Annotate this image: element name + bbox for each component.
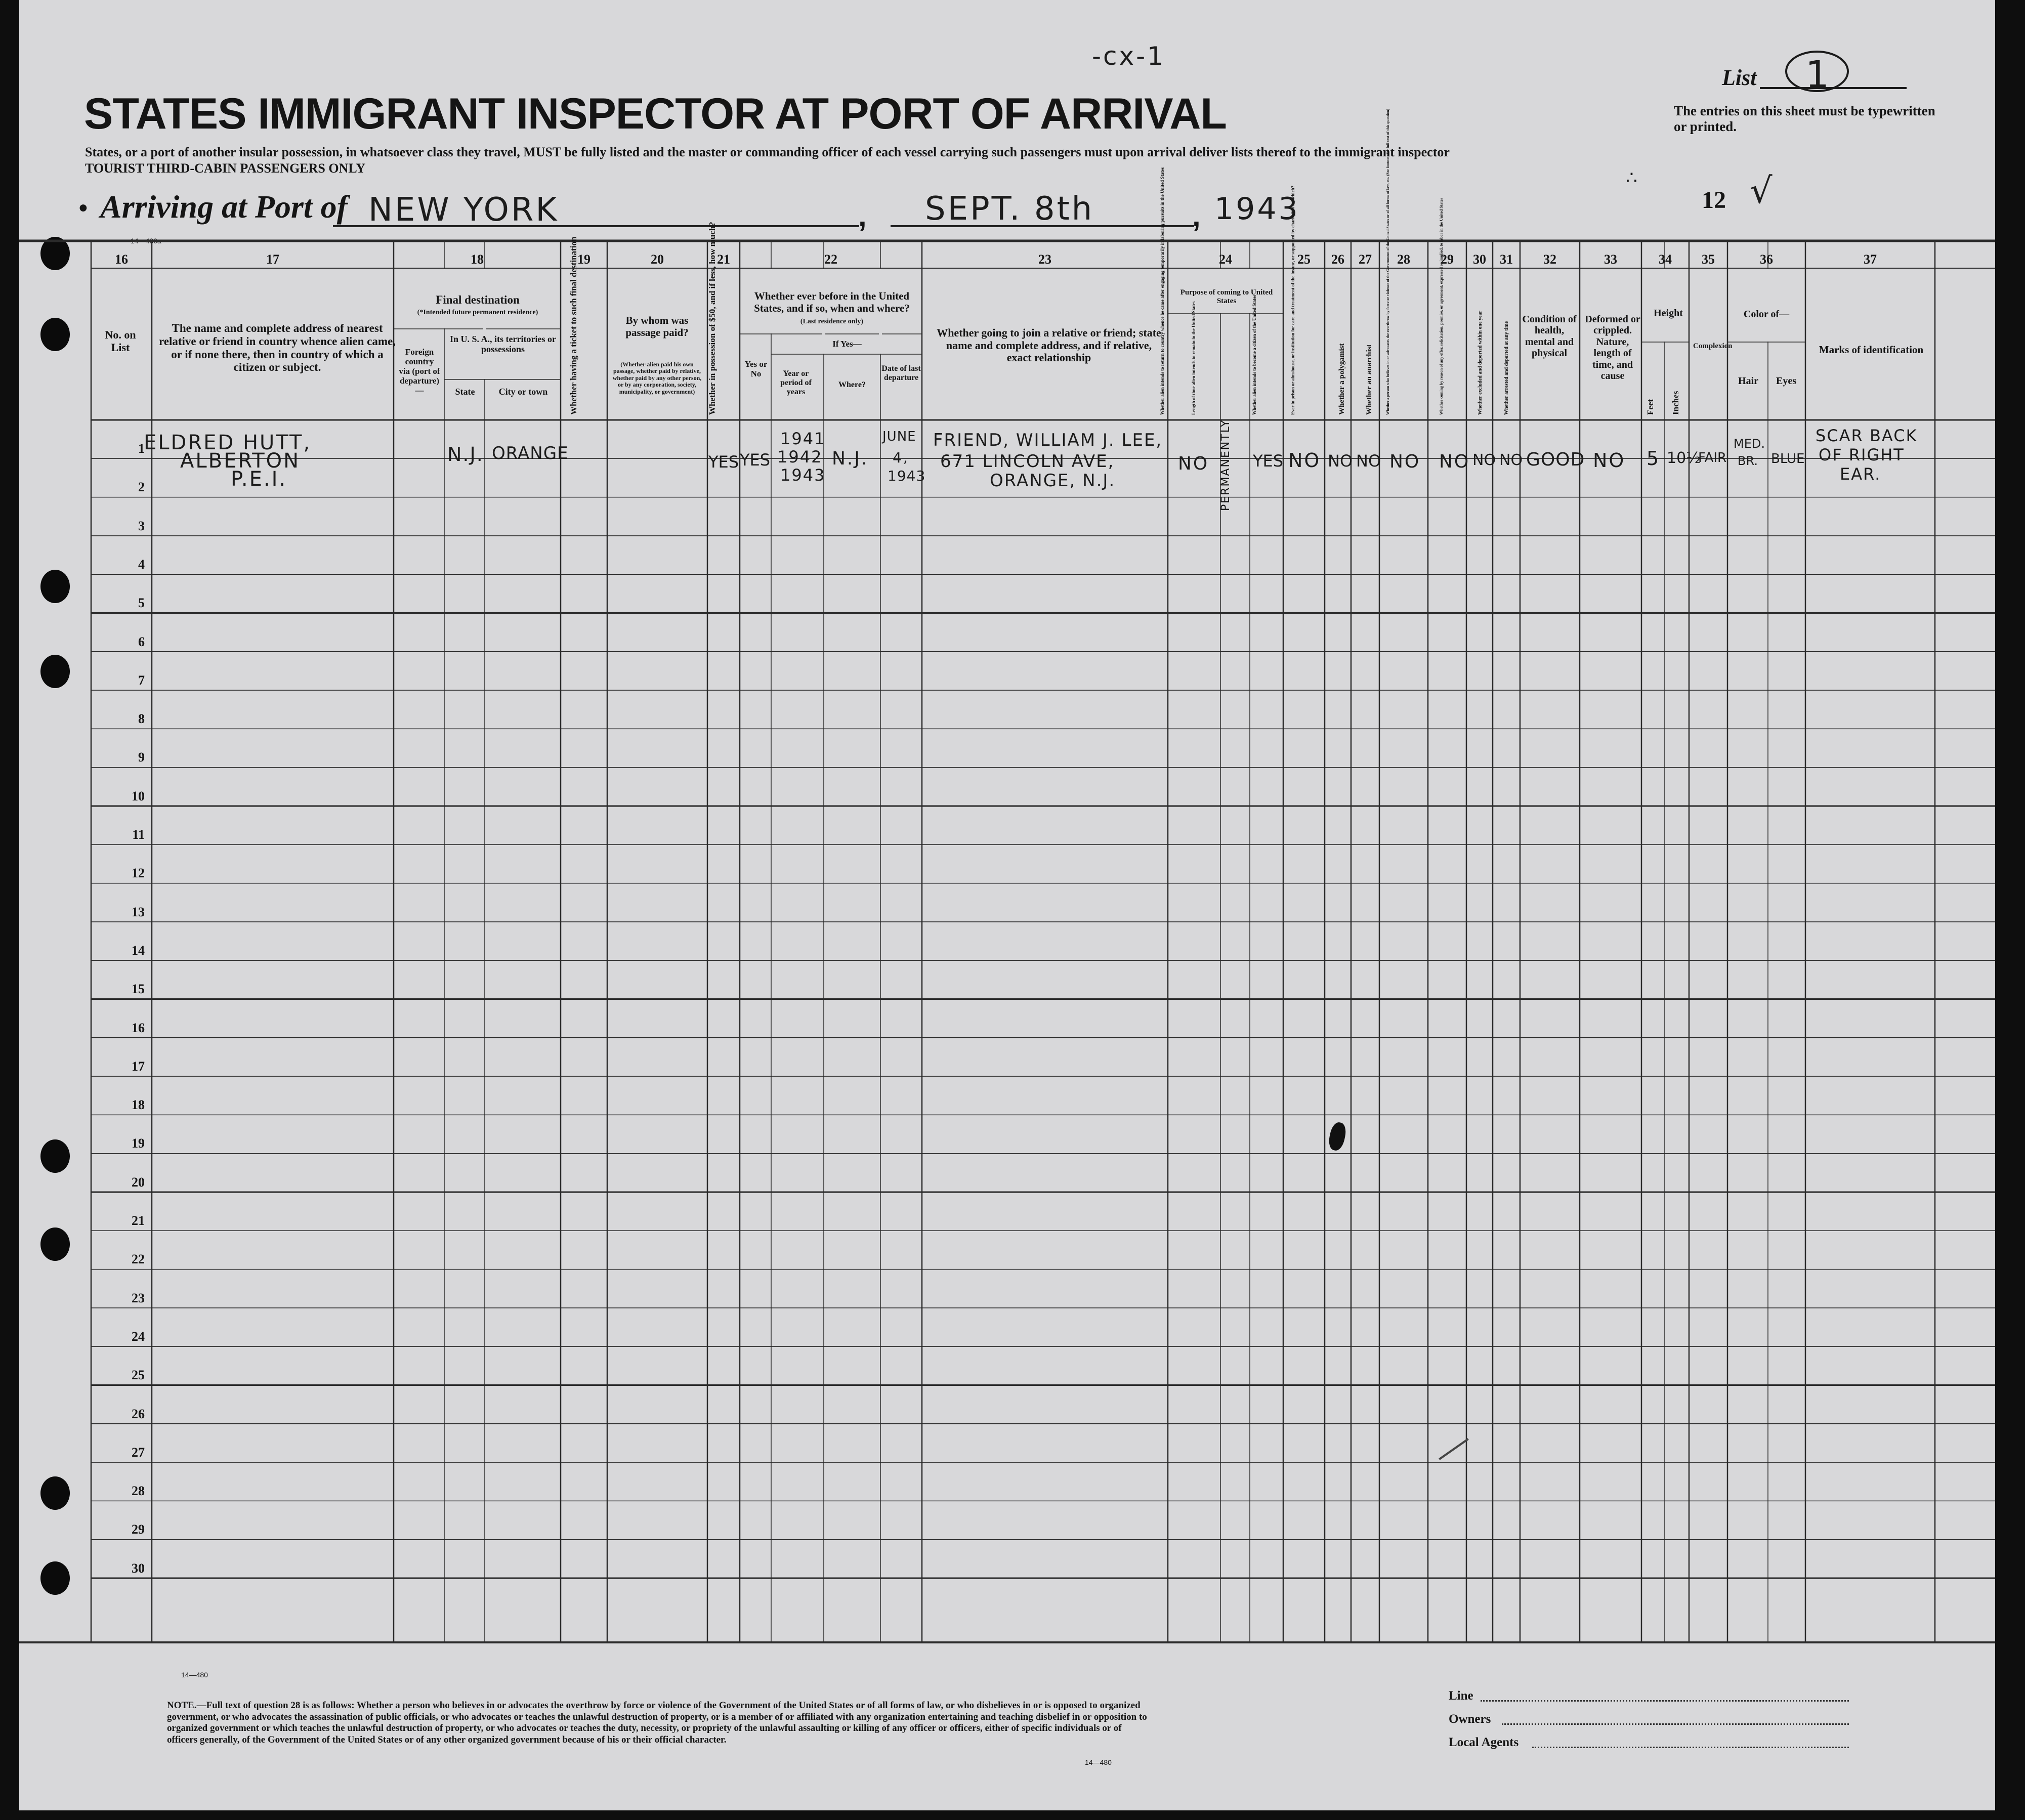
- owners-dotted: [1502, 1723, 1849, 1725]
- header-citizen-intent: Whether alien intends to become a citizen of the United States: [1252, 294, 1257, 415]
- entry-departure-year: 1943: [888, 468, 926, 484]
- header-state: State: [455, 387, 475, 397]
- header-before-in-us-note: (Last residence only): [800, 318, 864, 325]
- entry-year-3: 1943: [780, 465, 826, 485]
- header-marks: Marks of identification: [1819, 344, 1924, 356]
- column-number: 36: [1760, 252, 1773, 267]
- column-number: 25: [1297, 252, 1311, 267]
- header-length-of-stay: Length of time alien intends to remain in the United States: [1191, 301, 1196, 415]
- row-number: 8: [138, 711, 145, 727]
- column-number: 22: [824, 252, 837, 267]
- header-purpose: Purpose of coming to United States: [1180, 288, 1273, 305]
- header-merge-mask: [1663, 269, 1666, 342]
- entry-anarchist: NO: [1356, 451, 1381, 471]
- column-number: 34: [1659, 252, 1672, 267]
- header-fifty-dollars: Whether in possession of $50, and if less, how much?: [707, 222, 717, 415]
- row-number: 1: [138, 441, 145, 456]
- header-polygamist: Whether a polygamist: [1338, 343, 1346, 415]
- header-merge-mask: [1766, 269, 1769, 342]
- row-number: 21: [132, 1213, 145, 1228]
- entry-prison: NO: [1288, 449, 1321, 472]
- row-number: 19: [132, 1136, 145, 1151]
- list-label: List: [1722, 65, 1757, 90]
- column-number: 31: [1500, 252, 1513, 267]
- entry-labor-offer: NO: [1439, 451, 1470, 472]
- entry-before-yes-no: YES: [740, 450, 771, 470]
- agents-dotted: [1532, 1747, 1849, 1748]
- form-subtitle: States, or a port of another insular possession, in whatsoever class they travel, MUST be fully listed and the master or commanding officer of each vessel carrying such passengers must upon arrival deliver lists thereof to the immigrant inspector: [85, 145, 1450, 159]
- header-excluded: Whether excluded and deported within one year: [1478, 311, 1483, 415]
- header-hair: Hair: [1738, 375, 1758, 387]
- row-number: 17: [132, 1059, 145, 1074]
- header-joining: Whether going to join a relative or friend; state name and complete address, and if relative, exact relationship: [937, 326, 1161, 364]
- row-number: 25: [132, 1368, 145, 1383]
- manifest-grid: [19, 0, 1995, 1810]
- entry-name: ELDRED HUTT,: [144, 431, 312, 454]
- column-number: 28: [1397, 252, 1410, 267]
- row-number: 4: [138, 557, 145, 572]
- local-agents-label: Local Agents: [1449, 1736, 1519, 1749]
- arrival-date: SEPT. 8th: [925, 190, 1094, 228]
- row-number: 7: [138, 672, 145, 688]
- form-code-note: 14—480: [1085, 1758, 1112, 1766]
- header-final-destination-note: (*Intended future permanent residence): [417, 309, 538, 316]
- column-number: 21: [717, 252, 730, 267]
- comma: ,: [858, 199, 867, 233]
- column-number: 35: [1702, 252, 1715, 267]
- header-year-period: Year or period of years: [780, 369, 812, 396]
- header-date-departure: Date of last departure: [881, 364, 921, 382]
- row-number: 29: [132, 1522, 145, 1537]
- header-inches: Inches: [1671, 391, 1680, 415]
- entry-overthrow: NO: [1389, 451, 1421, 472]
- row-number: 15: [132, 982, 145, 997]
- entry-joining-city: ORANGE, N.J.: [990, 471, 1116, 491]
- manifest-sheet: [19, 0, 1995, 1810]
- header-merge-mask: [483, 269, 486, 379]
- column-number: 37: [1864, 252, 1877, 267]
- row-number: 14: [132, 943, 145, 958]
- column-number: 19: [577, 252, 590, 267]
- row-number: 23: [132, 1290, 145, 1305]
- entry-fifty-dollars: YES: [708, 452, 739, 472]
- header-feet: Feet: [1646, 399, 1655, 415]
- column-number: 29: [1441, 252, 1454, 267]
- row-number: 12: [132, 866, 145, 881]
- line-label: Line: [1449, 1689, 1473, 1703]
- header-relative-address: The name and complete address of nearest relative or friend in country whence alien came, or if none there, then in country of which a citizen or subject.: [158, 322, 396, 374]
- header-return-intent: Whether alien intends to return to country whence he came after engaging temporarily in laboring pursuits in the United States: [1160, 167, 1165, 415]
- entry-city: ORANGE: [492, 443, 569, 463]
- header-deformed: Deformed or crippled. Nature, length of time, and cause: [1585, 314, 1640, 382]
- arrival-port: NEW YORK: [368, 191, 559, 229]
- entry-polygamist: NO: [1328, 451, 1353, 471]
- row-number: 26: [132, 1406, 145, 1421]
- entry-departure-day: 4,: [893, 449, 909, 466]
- stray-dots: ∴: [1626, 167, 1637, 188]
- entry-year-1: 1941: [780, 429, 826, 448]
- header-in-usa: In U. S. A., its territories or possessions: [450, 334, 556, 355]
- entry-marks-1: SCAR BACK: [1816, 426, 1918, 445]
- header-passage-paid: By whom was passage paid?: [625, 314, 689, 338]
- row-number: 9: [138, 750, 145, 765]
- owners-label: Owners: [1449, 1712, 1491, 1726]
- check-mark: √: [1750, 170, 1775, 211]
- header-height: Height: [1654, 308, 1683, 319]
- row-number: 20: [132, 1174, 145, 1190]
- typewritten-instruction: The entries on this sheet must be typewritten or printed.: [1674, 103, 1935, 134]
- entry-joining-name: FRIEND, WILLIAM J. LEE,: [933, 430, 1163, 450]
- entry-where: N.J.: [832, 448, 869, 469]
- row-number: 27: [132, 1445, 145, 1460]
- entry-hair: MED. BR.: [1734, 437, 1765, 468]
- header-if-yes: If Yes—: [832, 339, 862, 349]
- row-number: 24: [132, 1329, 145, 1344]
- header-labor-offer: Whether coming by reason of any offer, solicitation, promise, or agreement, expressed or implied, to labor in the United States: [1439, 198, 1444, 415]
- header-passage-paid-note: (Whether alien paid his own passage, whether paid by relative, whether paid by any other person, or by any corporation, society, municipality, or government): [612, 361, 702, 395]
- form-title: STATES IMMIGRANT INSPECTOR AT PORT OF ARRIVAL: [84, 90, 1227, 138]
- header-ticket: Whether having a ticket to such final destination: [569, 236, 578, 415]
- column-number: 27: [1359, 252, 1372, 267]
- bullet-dot: •: [79, 195, 88, 222]
- entry-eyes: BLUE: [1771, 451, 1805, 467]
- row-number: 18: [132, 1097, 145, 1113]
- entry-departure-month: JUNE: [882, 429, 916, 444]
- header-before-in-us: Whether ever before in the United States, and if so, when and where?: [754, 290, 910, 314]
- column-number: 20: [651, 252, 664, 267]
- entry-citizen-intent: YES: [1253, 451, 1284, 471]
- entry-town: ALBERTON: [180, 449, 301, 473]
- row-number: 6: [138, 634, 145, 649]
- entry-marks-3: EAR.: [1840, 464, 1881, 484]
- row-number: 10: [132, 788, 145, 803]
- column-number: 30: [1473, 252, 1486, 267]
- header-eyes: Eyes: [1776, 375, 1796, 387]
- row-number: 5: [138, 596, 145, 611]
- header-prison: Ever in prison or almshouse, or institution for care and treatment of the insane, or supported by charity? If so, which?: [1290, 185, 1295, 415]
- form-code-bottom: 14—480: [181, 1671, 208, 1679]
- line-dotted: [1481, 1700, 1849, 1702]
- entry-marks-2: OF RIGHT: [1819, 445, 1905, 464]
- entry-inches: 10½: [1667, 449, 1701, 467]
- footnote-question-28: NOTE.—Full text of question 28 is as follows: Whether a person who believes in or advocates the overthrow by force or violence of the Government of the United States or of all forms of law, or who disbelieves in or is opposed to organized government, or who advocates the assassination of public officials, or who advocates or teaches the unlawful destruction of property, or is a member of or affiliated with any organization entertaining and teaching disbelief in or opposition to organized government or which teaches the unlawful destruction of property, or who advocates or teaches the duty, necessity, or propriety of the unlawful assaulting or killing of any officer or officers, either of specific individuals or of officers generally, of the Government of the United States or of any other organized government because of his or their official character.: [167, 1700, 1147, 1745]
- header-yes-no: Yes or No: [744, 359, 768, 379]
- entry-return-intent: NO: [1178, 453, 1209, 474]
- header-overthrow: Whether a person who believes in or advocates the overthrow by force or violence of the Government of the United States or of all forms of law, etc. (See footnote for full text of this question): [1385, 109, 1390, 415]
- entry-complexion: FAIR: [1698, 450, 1727, 465]
- entry-year-2: 1942: [777, 447, 823, 467]
- header-complexion: Complexion: [1693, 342, 1733, 350]
- entry-state: N.J.: [447, 443, 484, 465]
- header-deported: Whether arrested and deported at any time: [1504, 321, 1509, 415]
- column-number: 24: [1219, 252, 1232, 267]
- entry-length-of-stay: PERMANENTLY: [1219, 419, 1232, 511]
- header-no-on-list: No. on List: [105, 328, 136, 354]
- entry-feet: 5: [1647, 447, 1661, 470]
- row-number: 22: [132, 1252, 145, 1267]
- column-number: 17: [266, 252, 279, 267]
- entry-joining-street: 671 LINCOLN AVE,: [940, 451, 1115, 472]
- form-code: 14—480a: [131, 237, 161, 245]
- form-class-line: TOURIST THIRD-CABIN PASSENGERS ONLY: [85, 161, 366, 176]
- entry-deported: NO: [1499, 451, 1523, 469]
- top-mark: -cx-1: [1092, 41, 1165, 71]
- column-number: 18: [471, 252, 484, 267]
- entry-province: P.E.I.: [231, 468, 287, 491]
- header-anarchist: Whether an anarchist: [1365, 344, 1373, 415]
- sheet-number: 12: [1702, 187, 1726, 214]
- row-number: 3: [138, 518, 145, 533]
- comma: ,: [1192, 199, 1201, 233]
- list-number: 1: [1805, 53, 1832, 97]
- column-number: 23: [1038, 252, 1051, 267]
- header-city: City or town: [498, 387, 548, 397]
- row-number: 13: [132, 904, 145, 919]
- arrival-year: 1943: [1214, 191, 1300, 227]
- column-number: 16: [115, 252, 128, 267]
- entry-health: GOOD: [1526, 449, 1585, 470]
- column-number: 32: [1543, 252, 1556, 267]
- header-final-destination: Final destination: [436, 293, 520, 306]
- header-foreign-country: Foreign country via (port of departure)—: [399, 347, 440, 396]
- row-number: 30: [132, 1560, 145, 1576]
- header-color-of: Color of—: [1743, 309, 1790, 320]
- arriving-label: Arriving at Port of: [100, 189, 348, 225]
- row-number: 11: [132, 827, 145, 842]
- entry-excluded: NO: [1472, 451, 1496, 469]
- column-number: 26: [1331, 252, 1344, 267]
- header-where: Where?: [838, 380, 866, 389]
- column-number: 33: [1604, 252, 1617, 267]
- row-number: 28: [132, 1484, 145, 1499]
- entry-deformed: NO: [1593, 449, 1626, 472]
- row-number: 16: [132, 1020, 145, 1035]
- row-number: 2: [138, 480, 145, 495]
- header-health: Condition of health, mental and physical: [1522, 314, 1577, 359]
